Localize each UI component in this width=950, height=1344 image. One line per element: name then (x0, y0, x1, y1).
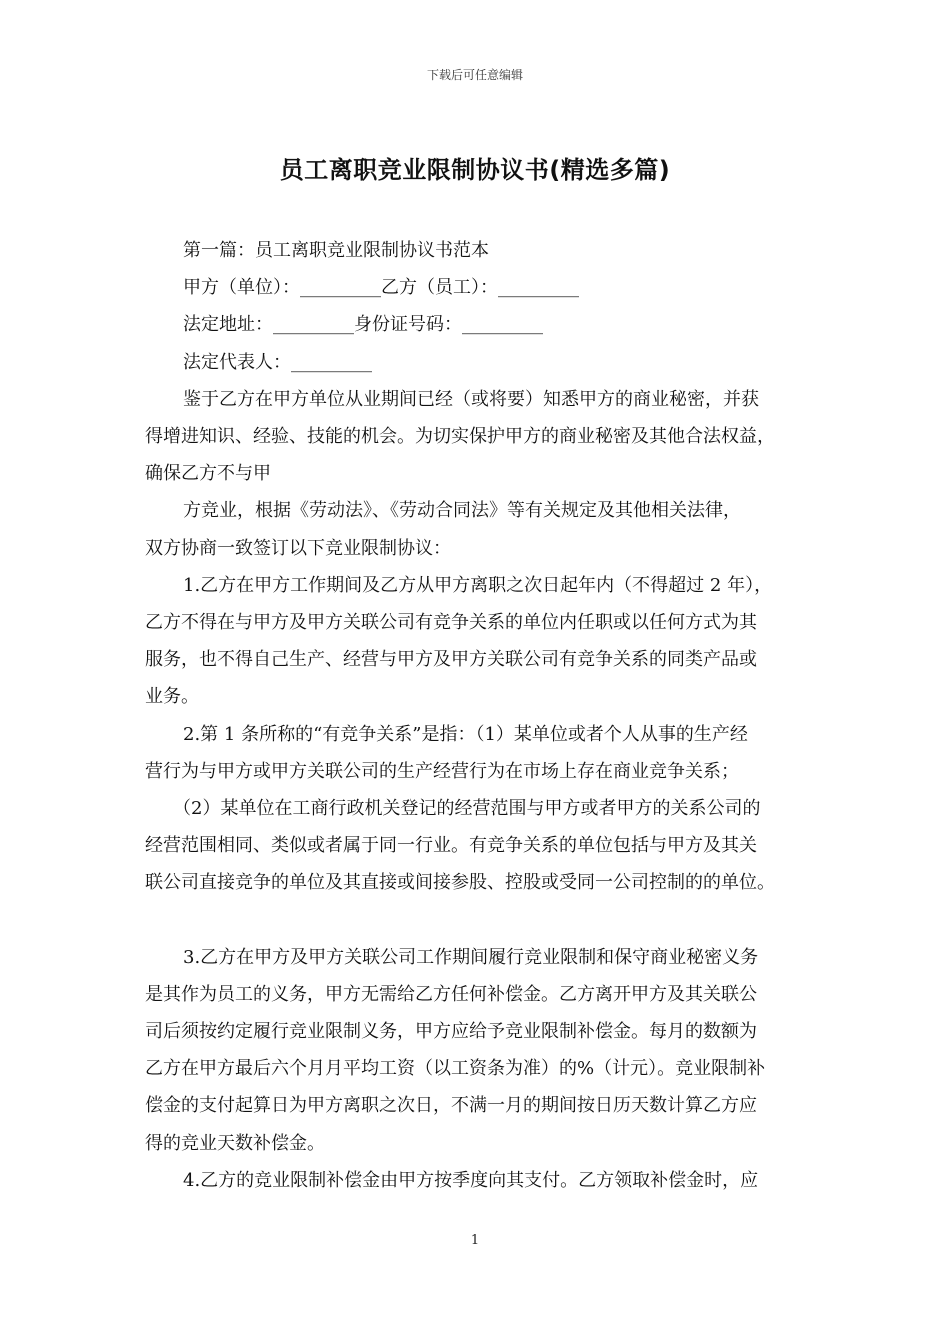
paragraph-line: 司后须按约定履行竞业限制义务，甲方应给予竞业限制补偿金。每月的数额为 (145, 1021, 757, 1043)
paragraph-line: 是其作为员工的义务，甲方无需给乙方任何补偿金。乙方离开甲方及其关联公 (145, 983, 757, 1005)
document-body (145, 232, 810, 1199)
clause-4: 4.乙方的竞业限制补偿金由甲方按季度向其支付。乙方领取补偿金时，应 (183, 1169, 759, 1191)
paragraph-line: 双方协商一致签订以下竞业限制协议： (145, 537, 451, 559)
party-a-field: 甲方（单位）：_________乙方（员工）：_________ (183, 277, 579, 299)
paragraph-line: 经营范围相同、类似或者属于同一行业。有竞争关系的单位包括与甲方及其关 (145, 835, 757, 857)
paragraph-line: （2）某单位在工商行政机关登记的经营范围与甲方或者甲方的关系公司的 (173, 798, 761, 820)
clause-2: 2.第 1 条所称的“有竞争关系”是指：（1）某单位或者个人从事的生产经 (183, 723, 748, 745)
paragraph-line: 业务。 (145, 686, 199, 708)
paragraph-line: 乙方不得在与甲方及甲方关联公司有竞争关系的单位内任职或以任何方式为其 (145, 612, 757, 634)
paragraph-line: 联公司直接竞争的单位及其直接或间接参股、控股或受同一公司控制的的单位。 (145, 872, 775, 894)
page-number: 1 (470, 1233, 480, 1248)
document-title: 员工离职竞业限制协议书(精选多篇) (279, 156, 671, 184)
paragraph-line: 服务，也不得自己生产、经营与甲方及甲方关联公司有竞争关系的同类产品或 (145, 649, 757, 671)
paragraph-line: 得增进知识、经验、技能的机会。为切实保护甲方的商业秘密及其他合法权益， (145, 426, 775, 448)
paragraph-line: 鉴于乙方在甲方单位从业期间已经（或将要）知悉甲方的商业秘密，并获 (183, 388, 759, 410)
address-field: 法定地址：_________身份证号码：_________ (183, 314, 543, 336)
paragraph-line: 确保乙方不与甲 (145, 463, 271, 485)
clause-1: 1.乙方在甲方工作期间及乙方从甲方离职之次日起年内（不得超过 2 年）， (183, 574, 773, 596)
section-heading: 第一篇：员工离职竞业限制协议书范本 (183, 240, 489, 261)
paragraph-line: 方竞业，根据《劳动法》、《劳动合同法》等有关规定及其他相关法律， (183, 500, 741, 522)
paragraph-line: 乙方在甲方最后六个月月平均工资（以工资条为准）的%（计元）。竞业限制补 (145, 1058, 766, 1080)
paragraph-line: 得的竞业天数补偿金。 (145, 1132, 325, 1154)
paragraph-line: 营行为与甲方或甲方关联公司的生产经营行为在市场上存在商业竞争关系； (145, 760, 739, 782)
header-note: 下载后可任意编辑 (426, 68, 523, 82)
clause-3: 3.乙方在甲方及甲方关联公司工作期间履行竞业限制和保守商业秘密义务 (183, 946, 759, 968)
blank-line (145, 902, 810, 939)
legal-rep-field: 法定代表人：_________ (183, 351, 372, 373)
paragraph-line: 偿金的支付起算日为甲方离职之次日，不满一月的期间按日历天数计算乙方应 (145, 1095, 757, 1117)
